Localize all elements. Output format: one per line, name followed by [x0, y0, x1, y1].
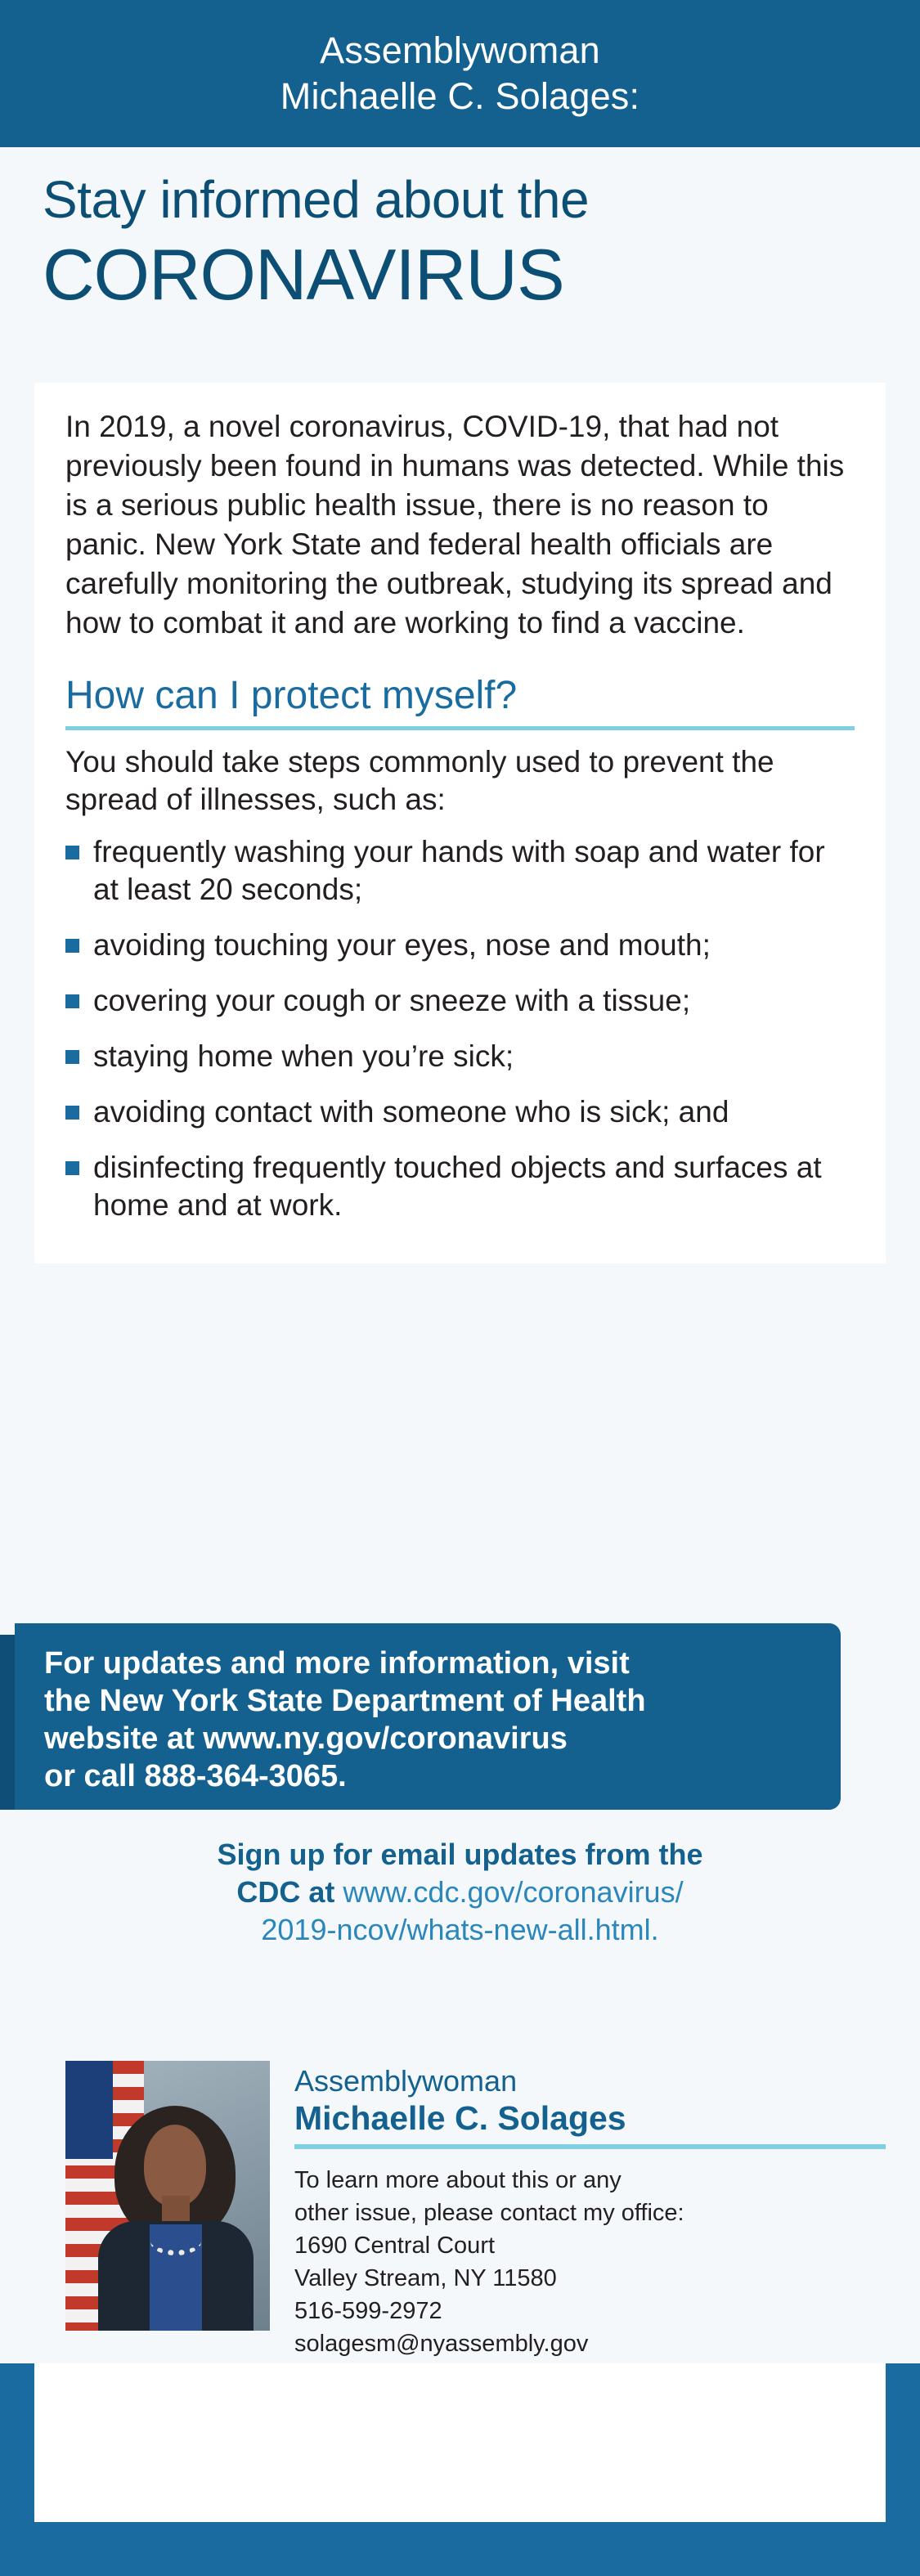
- list-item: [65, 1149, 855, 1224]
- header-banner: [0, 0, 920, 147]
- avatar: [65, 2061, 270, 2331]
- bullet-square-icon: [65, 994, 79, 1008]
- heading-underline: [65, 726, 855, 730]
- list-item-label: disinfecting frequently touched objects and surfaces at home and at work.: [93, 1151, 822, 1222]
- signature-text: [294, 2061, 886, 2363]
- list-item: [65, 927, 855, 964]
- callout-line-4: or call 888-364-3065.: [44, 1759, 347, 1793]
- signature-underline: [294, 2144, 886, 2149]
- cdc-bold-1: Sign up for email updates from the: [217, 1838, 703, 1871]
- callout-line-3: website at www.ny.gov/coronavirus: [44, 1721, 568, 1756]
- contact-address-2: Valley Stream, NY 11580: [294, 2265, 557, 2291]
- callout-line-1: For updates and more information, visit: [44, 1646, 630, 1681]
- bottom-white-strip: [34, 2363, 886, 2522]
- callout-line-2: the New York State Department of Health: [44, 1684, 646, 1718]
- list-item-label: staying home when you’re sick;: [93, 1039, 514, 1073]
- list-item-label: avoiding contact with someone who is sick; and: [93, 1095, 729, 1129]
- signature-title: Assemblywoman: [294, 2064, 518, 2098]
- list-item-label: frequently washing your hands with soap and water for at least 20 seconds;: [93, 835, 825, 906]
- updates-callout: [15, 1623, 841, 1810]
- contact-phone: 516-599-2972: [294, 2298, 442, 2324]
- contact-line-2: other issue, please contact my office:: [294, 2200, 684, 2226]
- bullet-square-icon: [65, 939, 79, 953]
- portrait-necklace: [150, 2228, 201, 2255]
- protect-heading: How can I protect myself?: [65, 674, 518, 717]
- content-card: [34, 383, 886, 1263]
- header-line-2: Michaelle C. Solages:: [280, 75, 640, 117]
- flag-canton: [65, 2061, 113, 2159]
- bullet-square-icon: [65, 1106, 79, 1120]
- protect-bullet-list: [65, 833, 855, 1224]
- intro-paragraph: In 2019, a novel coronavirus, COVID-19, that had not previously been found in humans was detected. While this is a serious public health issue, there is no reason to panic. New York State and federal health officials are carefully monitoring the outbreak, studying its spread and how to combat it and are working to find a vaccine.: [65, 410, 845, 640]
- signature-name: Michaelle C. Solages: [294, 2099, 626, 2137]
- list-item: [65, 1038, 855, 1075]
- page-title-line-2: CORONAVIRUS: [43, 234, 564, 315]
- list-item: [65, 833, 855, 909]
- bullet-square-icon: [65, 1161, 79, 1175]
- cdc-line-3: [34, 1911, 886, 1949]
- cdc-line-1: [34, 1836, 886, 1874]
- header-line-1: Assemblywoman: [320, 29, 600, 71]
- list-item: [65, 1093, 855, 1131]
- contact-line-1: To learn more about this or any: [294, 2167, 622, 2193]
- cdc-bold-2: CDC at: [236, 1875, 343, 1909]
- list-item-label: avoiding touching your eyes, nose and mouth;: [93, 928, 711, 962]
- cdc-link-1[interactable]: www.cdc.gov/coronavirus/: [343, 1875, 684, 1909]
- signature-block: [34, 2061, 886, 2363]
- list-item-label: covering your cough or sneeze with a tissue;: [93, 984, 691, 1017]
- contact-email[interactable]: solagesm@nyassembly.gov: [294, 2331, 589, 2357]
- contact-address-1: 1690 Central Court: [294, 2233, 496, 2259]
- page-title-line-1: Stay informed about the: [43, 170, 590, 229]
- cdc-signup-block: [34, 1836, 886, 1949]
- cdc-line-2: [34, 1874, 886, 1911]
- cdc-link-2[interactable]: 2019-ncov/whats-new-all.html.: [261, 1913, 659, 1946]
- protect-lead: You should take steps commonly used to prevent the spread of illnesses, such as:: [65, 745, 774, 816]
- list-item: [65, 982, 855, 1020]
- bullet-square-icon: [65, 1050, 79, 1064]
- bullet-square-icon: [65, 846, 79, 859]
- callout-wrapper: [0, 1623, 920, 1828]
- title-block: [0, 147, 920, 384]
- portrait-face: [144, 2125, 206, 2206]
